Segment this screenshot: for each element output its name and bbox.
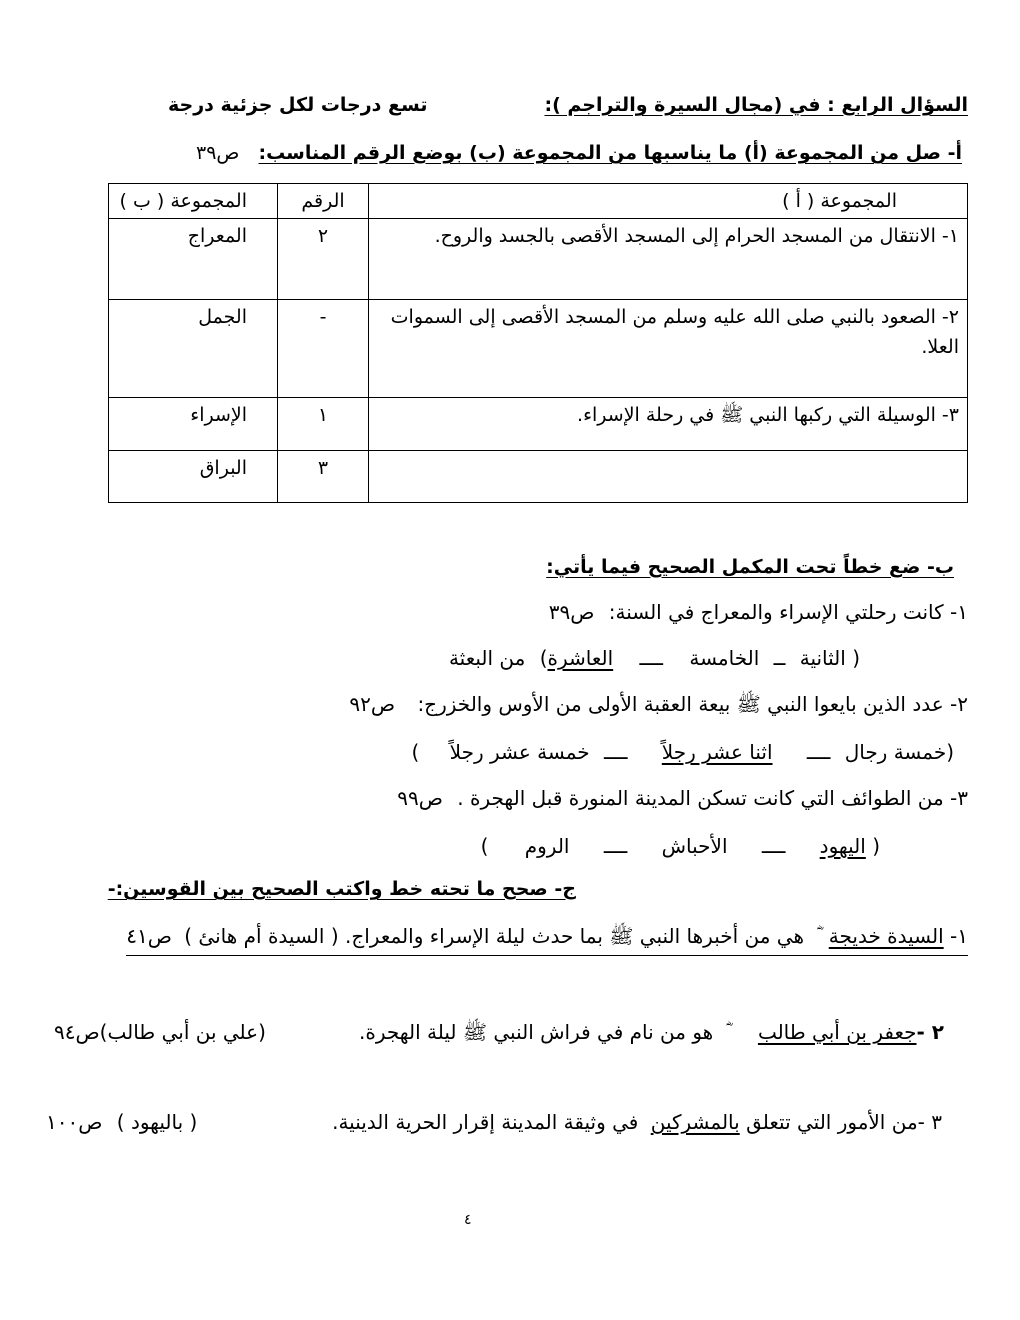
c-item-3-answer	[46, 1110, 197, 1134]
options-suffix: من البعثة	[448, 646, 526, 670]
row-number: ٣	[278, 450, 369, 502]
options-close-paren: )	[411, 740, 420, 764]
separator: ــــ	[761, 834, 786, 858]
grade-note: تسع درجات لكل جزئية درجة	[168, 94, 428, 116]
b-question-2	[349, 692, 968, 721]
option[interactable]: الخامسة	[689, 646, 760, 670]
row-group-a: ١- الانتقال من المسجد الحرام إلى المسجد الأقصى بالجسد والروح.	[369, 219, 968, 300]
b-question-2-text: ٢- عدد الذين بايعوا النبي ﷺ بيعة العقبة الأولى من الأوس والخزرج:	[417, 692, 968, 716]
row-number: ١	[278, 398, 369, 450]
b-options-3	[481, 834, 880, 858]
option[interactable]: الثانية	[799, 646, 846, 670]
c-item-3-page-ref: ص١٠٠	[46, 1110, 103, 1134]
c-item-2-text: هو من نام في فراش النبي ﷺ ليلة الهجرة.	[359, 1020, 714, 1044]
row-group-b: المعراج	[109, 219, 278, 300]
b-question-3-page-ref: ص٩٩	[397, 786, 443, 810]
header-group-b: المجموعة ( ب )	[109, 184, 278, 219]
options-close-paren: )	[539, 646, 548, 670]
option[interactable]: الروم	[524, 834, 570, 858]
separator: ــــ	[806, 740, 831, 764]
row-group-a: ٣- الوسيلة التي ركبها النبي ﷺ في رحلة الإسراء.	[369, 398, 968, 450]
c-item-2-correction: (علي بن أبي طالب)	[99, 1020, 266, 1044]
question-title: السؤال الرابع : في (مجال السيرة والتراجم ):	[544, 94, 968, 116]
table-row	[109, 450, 968, 502]
c-item-3-before: من الأمور التي تتعلق	[746, 1110, 918, 1134]
c-item-2	[359, 1020, 944, 1049]
b-question-2-page-ref: ص٩٢	[349, 692, 396, 716]
b-question-1-page-ref: ص٣٩	[548, 600, 595, 624]
c-item-3-prefix: ٣ -	[917, 1110, 942, 1134]
c-item-1-text: هي من أخبرها النبي ﷺ بما حدث ليلة الإسراء والمعراج.	[344, 924, 805, 948]
row-group-b: البراق	[109, 450, 278, 502]
row-group-b: الإسراء	[109, 398, 278, 450]
b-question-1-text: ١- كانت رحلتي الإسراء والمعراج في السنة:	[608, 600, 968, 624]
section-a-instruction: أ- صل من المجموعة (أ) ما يناسبها من المجموعة (ب) بوضع الرقم المناسب:	[258, 142, 962, 164]
option-selected[interactable]: اليهود	[819, 834, 866, 858]
c-item-1-page-ref: ص٤١	[126, 924, 172, 948]
c-item-1-underlined: السيدة خديجة	[828, 924, 944, 948]
options-open-paren: (	[946, 740, 954, 764]
b-options-1	[449, 646, 860, 670]
section-a-page-ref: ص٣٩	[196, 142, 240, 164]
b-question-1	[549, 600, 968, 624]
header-group-a: المجموعة ( أ )	[369, 184, 968, 219]
table-header-row	[109, 184, 968, 219]
c-item-1-correction: ( السيدة أم هانئ )	[184, 924, 339, 948]
option[interactable]: الأحباش	[661, 834, 728, 858]
c-item-2-page-ref: ص٩٤	[54, 1020, 100, 1044]
row-number: ٢	[278, 219, 369, 300]
c-item-1	[126, 924, 968, 956]
c-item-3-correction: ( باليهود )	[116, 1110, 198, 1134]
matching-table	[108, 183, 968, 503]
option-selected[interactable]: اثنا عشر رجلاً	[661, 740, 773, 764]
b-question-3	[397, 786, 968, 810]
row-group-a: ٢- الصعود بالنبي صلى الله عليه وسلم من المسجد الأقصى إلى السموات العلا.	[369, 299, 968, 398]
separator: ــــ	[603, 834, 628, 858]
options-open-paren: (	[872, 834, 880, 858]
c-item-2-prefix: ٢ -	[916, 1020, 944, 1044]
section-b-instruction: ب- ضع خطاً تحت المكمل الصحيح فيما يأتي:	[546, 556, 954, 578]
c-item-3-underlined: بالمشركين	[650, 1110, 740, 1134]
table-row	[109, 398, 968, 450]
table-row	[109, 219, 968, 300]
c-item-3-text: في وثيقة المدينة إقرار الحرية الدينية.	[332, 1110, 639, 1134]
options-open-paren: (	[852, 646, 860, 670]
option[interactable]: خمسة عشر رجلاً	[449, 740, 590, 764]
option[interactable]: خمسة رجال	[844, 740, 947, 764]
c-item-3	[332, 1110, 942, 1134]
b-options-2	[411, 740, 954, 764]
b-question-3-text: ٣- من الطوائف التي كانت تسكن المدينة المنورة قبل الهجرة .	[457, 786, 968, 810]
c-item-1-prefix: ١-	[950, 924, 968, 948]
row-group-a	[369, 450, 968, 502]
separator: ــ	[773, 646, 786, 670]
options-close-paren: )	[480, 834, 489, 858]
option-selected[interactable]: العاشرة	[547, 646, 614, 670]
table-row	[109, 299, 968, 398]
page-number: ٤	[464, 1212, 472, 1228]
separator: ــــ	[604, 740, 628, 764]
c-item-2-answer	[54, 1020, 266, 1044]
section-c-instruction: ج- صحح ما تحته خط واكتب الصحيح بين القوسين:-	[107, 878, 576, 900]
c-item-2-underlined: جعفر بن أبي طالب	[757, 1020, 917, 1044]
separator: ــــ	[639, 646, 663, 670]
row-group-b: الجمل	[109, 299, 278, 398]
row-number: -	[278, 299, 369, 398]
header-number: الرقم	[278, 184, 369, 219]
